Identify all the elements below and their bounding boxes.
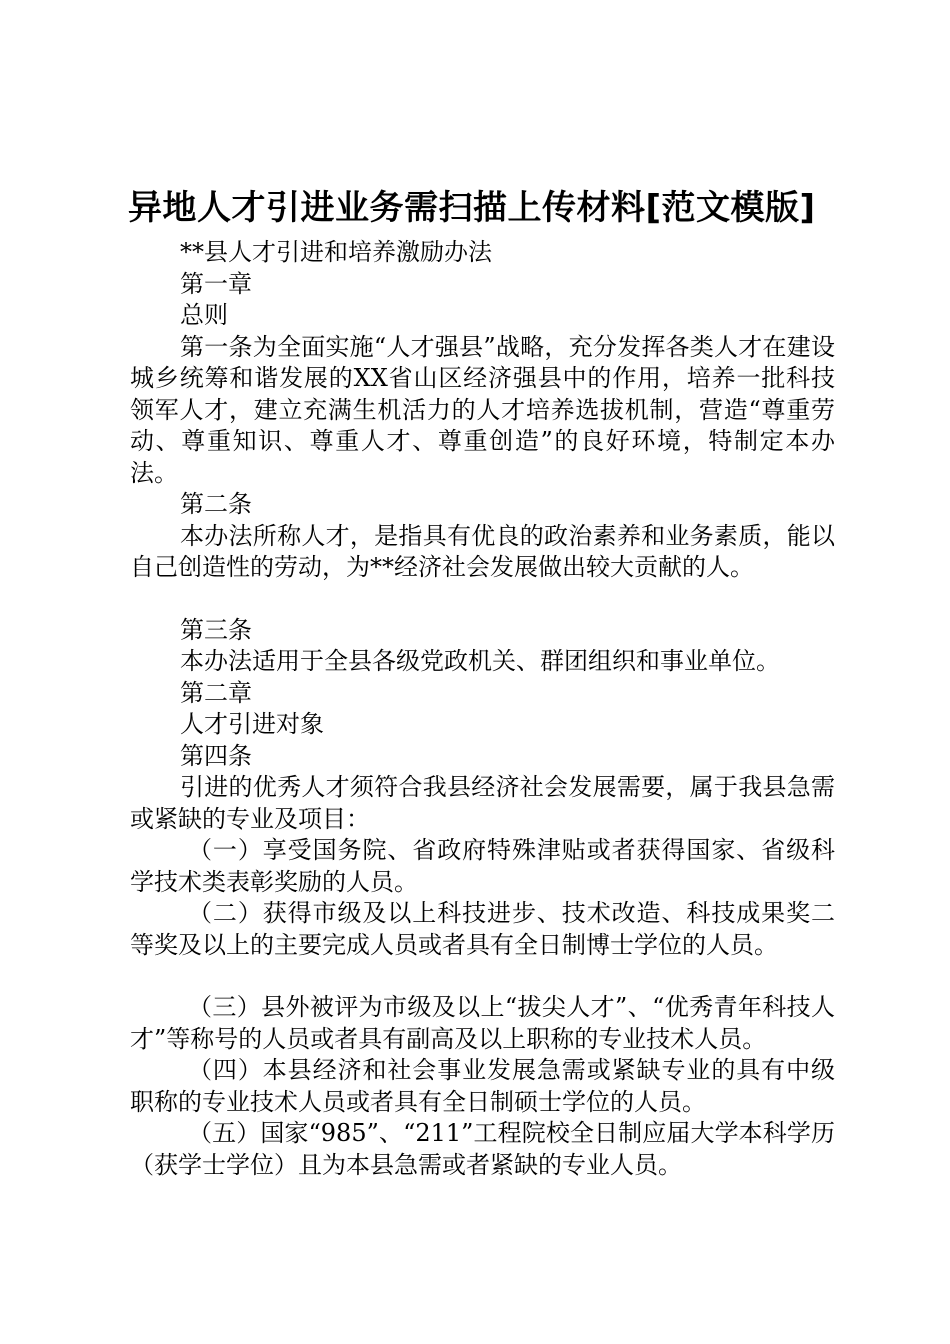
article-paragraph: 引进的优秀人才须符合我县经济社会发展需要，属于我县急需或紧缺的专业及项目： — [130, 773, 835, 833]
chapter-heading: 第一章 — [180, 269, 252, 298]
chapter-heading: 第二章 — [180, 678, 252, 707]
article-heading: 第四条 — [180, 741, 252, 770]
blank-line — [130, 584, 835, 615]
document-body — [130, 237, 835, 1181]
article-heading: 第二条 — [180, 490, 252, 518]
article-paragraph: 第一条为全面实施“人才强县”战略，充分发挥各类人才在建设城乡统筹和谐发展的XX省山区经济强县中的作用，培养一批科技领军人才，建立充满生机活力的人才培养选拔机制，营造“尊重劳动、尊重知识、尊重人才、尊重创造”的良好环境，特制定本办法。 — [130, 332, 835, 487]
list-item: （五）国家“985”、“211”工程院校全日制应届大学本科学历（获学士学位）且为本县急需或者紧缺的专业人员。 — [130, 1119, 835, 1179]
article-heading: 第三条 — [180, 615, 252, 644]
article-paragraph: 本办法适用于全县各级党政机关、群团组织和事业单位。 — [180, 647, 780, 675]
list-item: （四）本县经济和社会事业发展急需或紧缺专业的具有中级职称的专业技术人员或者具有全日制硕士学位的人员。 — [130, 1056, 835, 1116]
blank-line — [130, 961, 835, 992]
article-paragraph: 本办法所称人才，是指具有优良的政治素养和业务素质，能以自己创造性的劳动，为**经济社会发展做出较大贡献的人。 — [130, 521, 835, 581]
list-item: （二）获得市级及以上科技进步、技术改造、科技成果奖二等奖及以上的主要完成人员或者具有全日制博士学位的人员。 — [130, 899, 835, 959]
list-item: （一）享受国务院、省政府特殊津贴或者获得国家、省级科学技术类表彰奖励的人员。 — [130, 836, 835, 896]
list-item: （三）县外被评为市级及以上“拔尖人才”、“优秀青年科技人才”等称号的人员或者具有副高及以上职称的专业技术人员。 — [130, 993, 835, 1053]
chapter-name: 人才引进对象 — [180, 710, 324, 738]
chapter-name: 总则 — [180, 301, 228, 329]
document-title: 异地人才引进业务需扫描上传材料[范文模版] — [128, 188, 816, 228]
doc-subtitle: **县人才引进和培养激励办法 — [180, 238, 492, 266]
